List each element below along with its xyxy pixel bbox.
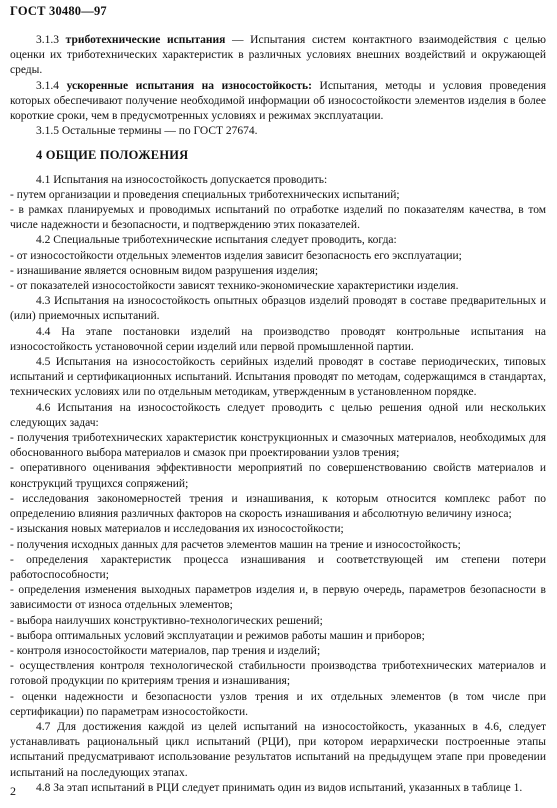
clause-text: Остальные термины — по ГОСТ 27674.	[61, 125, 258, 138]
clause-3-1-5	[10, 124, 546, 139]
paragraph-4-4: 4.4 На этапе постановки изделий на производство проводят контрольные испытания на износостойкость установочной серии изделий или первой промышленной партии.	[10, 325, 546, 353]
clause-text: Испытания, методы и условия проведения которых обеспечивают получение необходимой информации об износостойкости элементов изделия в более короткие сроки, чем в предусмотренных условиях и режимах эксплуатации.	[10, 79, 546, 123]
list-item: - изыскания новых материалов и исследования их износостойкости;	[10, 523, 344, 536]
paragraph-4-8: 4.8 За этап испытаний в РЦИ следует принимать один из видов испытаний, указанных в таблице 1.	[36, 781, 523, 794]
clause-3-1-4	[10, 79, 546, 125]
clause-number: 3.1.3	[36, 34, 59, 46]
clause-number: 3.1.5	[36, 125, 59, 138]
list-item: - выбора оптимальных условий эксплуатации и режимов работы машин и приборов;	[10, 629, 425, 642]
list-item: - изнашивание является основным видом разрушения изделия;	[10, 264, 319, 277]
clause-term: триботехнические испытания	[65, 34, 226, 46]
list-item: - путем организации и проведения специальных триботехнических испытаний;	[10, 188, 400, 201]
list-item: - исследования закономерностей трения и изнашивания, к которым относится комплекс работ по определению влияния различных факторов на скорость изнашивания и абсолютную величину износа;	[10, 492, 546, 521]
list-item: - получения исходных данных для расчетов элементов машин на трение и износостойкость;	[10, 538, 461, 551]
paragraph-4-3: 4.3 Испытания на износостойкость опытных образцов изделий проводят в составе предварительных и (или) приемочных испытаний.	[10, 295, 546, 323]
paragraph-4-5: 4.5 Испытания на износостойкость серийных изделий проводят в составе периодических, типовых испытаний и сертификационных испытаний. Испытания проводят по методам, содержащимся в стандартах, технических условиях или по отдельным методикам, утвержденным в установленном порядке.	[10, 356, 546, 399]
list-item: - от износостойкости отдельных элементов изделия зависит безопасность его эксплуатации;	[10, 249, 462, 262]
page-content	[10, 33, 546, 796]
clause-separator	[312, 80, 320, 92]
list-item: - осуществления контроля технологической стабильности производства триботехнических материалов и готовой продукции по критериям трения и изнашивания;	[10, 660, 546, 688]
paragraph-4-6: 4.6 Испытания на износостойкость следует проводить с целью решения одной или нескольких следующих задач:	[10, 401, 546, 429]
paragraph-4-1: 4.1 Испытания на износостойкость допускается проводить:	[36, 173, 328, 186]
list-item: - получения триботехнических характеристик конструкционных и смазочных материалов, необходимых для обоснованного выбора материалов и смазок при проектировании узлов трения;	[10, 432, 546, 460]
list-item: - от показателей износостойкости зависят технико-экономические характеристики изделия.	[10, 280, 459, 293]
clause-3-1-3	[10, 33, 546, 79]
list-item: - определения характеристик процесса изнашивания и соответствующей им степени потери работоспособности;	[10, 553, 546, 581]
clause-term: ускоренные испытания на износостойкость:	[66, 79, 312, 92]
standard-header: ГОСТ 30480—97	[10, 4, 107, 18]
page-number: 2	[10, 784, 16, 798]
list-item: - определения изменения выходных параметров изделия и, в первую очередь, параметров безопасности в зависимости от износа отдельных элементов;	[10, 584, 546, 612]
section-heading: 4 ОБЩИЕ ПОЛОЖЕНИЯ	[36, 148, 189, 163]
list-item: - контроля износостойкости материалов, пар трения и изделий;	[10, 644, 321, 657]
clause-number: 3.1.4	[36, 79, 59, 92]
list-item: - в рамках планируемых и проводимых испытаний по отработке изделий по показателям качества, в том числе надежности и безопасности, и подтверждению этих показателей.	[10, 204, 546, 232]
paragraph-4-2: 4.2 Специальные триботехнические испытания следует проводить, когда:	[36, 234, 397, 247]
clause-separator: —	[225, 34, 251, 46]
paragraph-4-7: 4.7 Для достижения каждой из целей испытаний на износостойкость, указанных в 4.6, следует устанавливать рациональный цикл испытаний (РЦИ), при котором иерархически построенные этапы испытаний предусматривают использование результатов испытаний на предыдущем этапе при проведении испытаний на последующих этапах.	[10, 720, 546, 779]
list-item: - выбора наилучших конструктивно-технологических решений;	[10, 614, 323, 627]
list-item: - оценки надежности и безопасности узлов трения и их отдельных элементов (в том числе при сертификации) по параметрам износостойкости.	[10, 690, 546, 718]
clause-text: Испытания систем контактного взаимодействия с целью оценки их триботехнических характеристик в различных условиях внешних воздействий и окружающей среды.	[10, 34, 547, 77]
list-item: - оперативного оценивания эффективности мероприятий по совершенствованию свойств материалов и конструкций трущихся сопряжений;	[10, 462, 546, 490]
